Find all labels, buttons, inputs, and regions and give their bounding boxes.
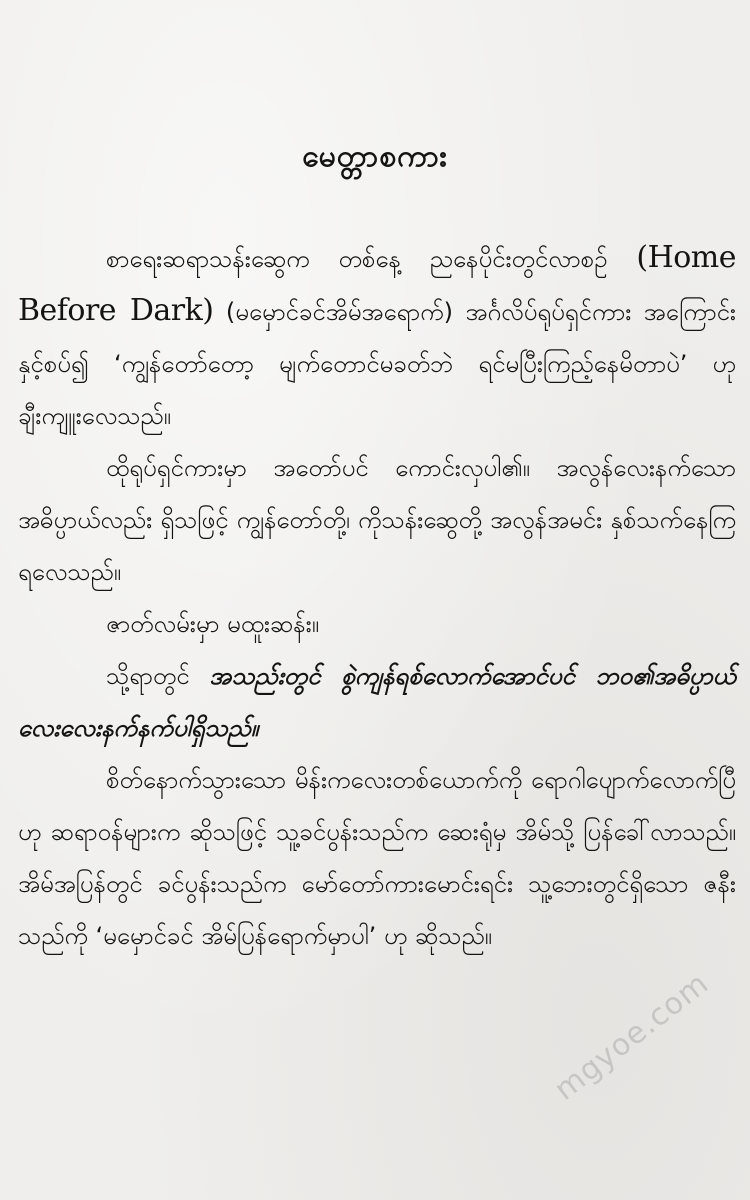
paragraph-4 bbox=[18, 650, 736, 754]
paragraph-1-tail: (မမှောင်ခင်အိမ်အရောက်) အင်္ဂလိပ်ရုပ်ရှင်ကား အကြောင်းနှင့်စပ်၍ ‘ကျွန်တော်တော့ မျက်တောင်မခတ်ဘဲ ရင်မပြီးကြည့်နေမိတာပဲ’ ဟု ချီးကျူးလေသည်။ bbox=[18, 298, 736, 430]
paragraph-1-lead: စာရေးဆရာသန်းဆွေက တစ်နေ့ ညနေပိုင်းတွင်လာစဉ် bbox=[106, 245, 637, 273]
page-title: မေတ္တာစကား bbox=[302, 139, 448, 174]
paragraph-1 bbox=[18, 232, 736, 442]
paragraph-5: စိတ်နောက်သွားသော မိန်းကလေးတစ်ယောက်ကို ရောဂါပျောက်လောက်ပြီဟု ဆရာဝန်များက ဆိုသဖြင့် သူ့ခင်ပွန်းသည်က ဆေးရုံမှ အိမ်သို့ ပြန်ခေါ်လာသည်။ အိမ်အပြန်တွင် ခင်ပွန်းသည်က မော်တော်ကားမောင်းရင်း သူ့ဘေးတွင်ရှိသော ဇနီးသည်ကို ‘မမှောင်ခင် အိမ်ပြန်ရောက်မှာပါ’ ဟု ဆိုသည်။ bbox=[18, 766, 736, 950]
paragraph-2: ထိုရုပ်ရှင်ကားမှာ အတော်ပင် ကောင်းလှပါ၏။ အလွန်လေးနက်သော အဓိပ္ပာယ်လည်း ရှိသဖြင့် ကျွန်တော်တို့၊ ကိုသန်းဆွေတို့ အလွန်အမင်း နှစ်သက်နေကြရလေသည်။ bbox=[18, 454, 736, 586]
paragraph-4-lead: သို့ရာတွင် bbox=[106, 662, 210, 690]
english-title: (Home Before Dark) bbox=[18, 240, 736, 328]
emphasized-text: အသည်းတွင် စွဲကျန်ရစ်လောက်အောင်ပင် ဘဝ၏အဓိပ္ပာယ် လေးလေးနက်နက်ပါရှိသည်။ bbox=[18, 662, 736, 742]
body-text bbox=[18, 232, 736, 962]
paragraph-3: ဇာတ်လမ်းမှာ မထူးဆန်း။ bbox=[106, 610, 320, 638]
watermark: mgyoe.com bbox=[548, 965, 716, 1108]
